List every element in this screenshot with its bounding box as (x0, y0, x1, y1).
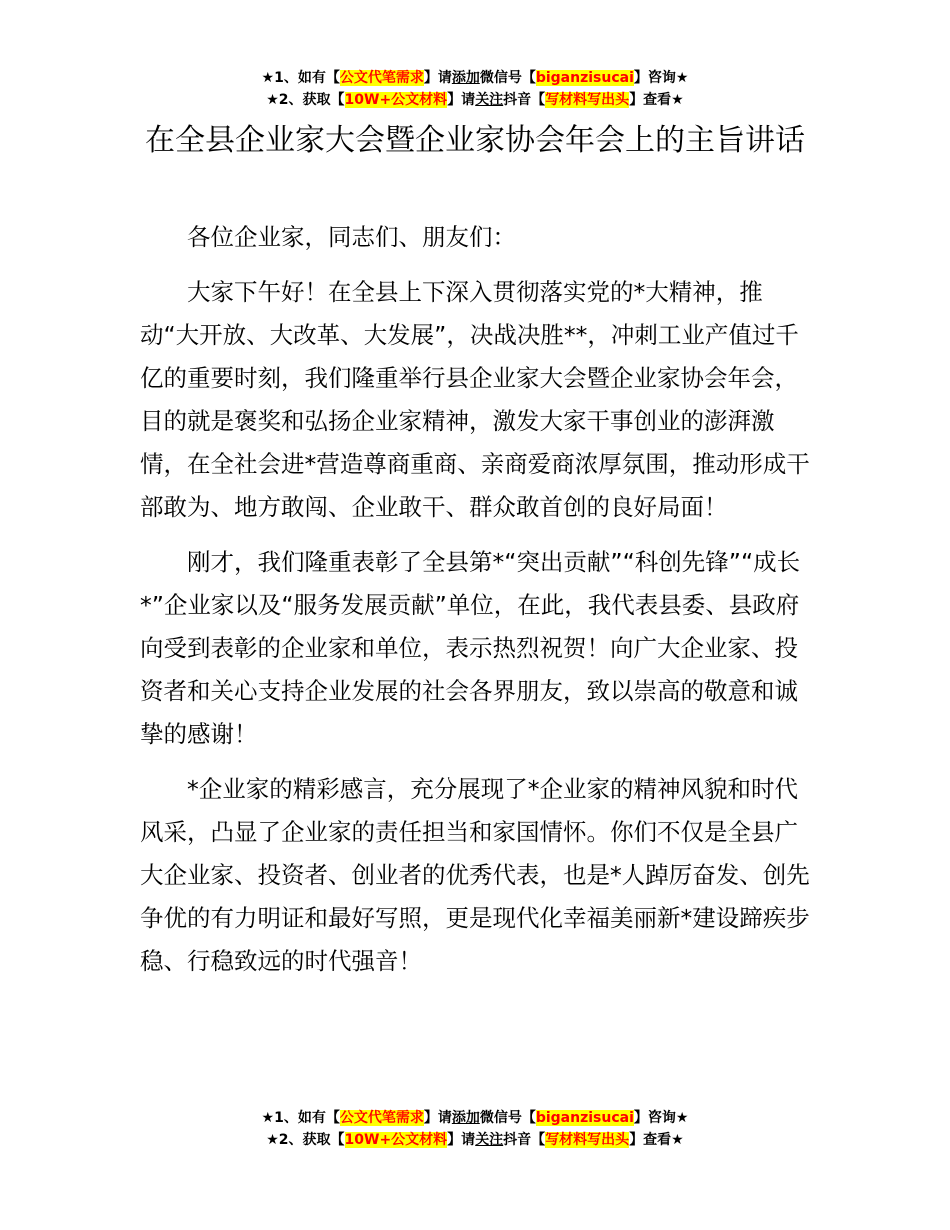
promo-highlight: 10W+公文材料 (344, 92, 448, 108)
promo-line-1 (0, 67, 950, 89)
promo-highlight: 公文代笔需求 (339, 1110, 424, 1126)
promo-line-2 (0, 1129, 950, 1151)
promo-underline: 添加 (451, 70, 480, 86)
body-paragraph: 刚才，我们隆重表彰了全县第*“突出贡献”“科创先锋”“成长*”企业家以及“服务发展贡献”单位，在此，我代表县委、县政府向受到表彰的企业家和单位，表示热烈祝贺！向广大企业家、投资者和关心支持企业发展的社会各界朋友，致以崇高的敬意和诚挚的感谢！ (140, 548, 801, 748)
promo-text: 】请 (447, 1132, 476, 1148)
promo-douyin-id: 写材料写出头 (545, 1132, 630, 1148)
promo-text: 】查看★ (629, 1132, 684, 1148)
promo-highlight: 10W+公文材料 (344, 1132, 448, 1148)
promo-text: 】咨询★ (633, 1110, 689, 1126)
promo-text: 微信号【 (479, 70, 536, 86)
promo-text: 】查看★ (629, 92, 684, 108)
promo-underline: 添加 (451, 1110, 480, 1126)
promo-underline: 关注 (475, 92, 504, 108)
promo-notice-bottom (0, 1107, 950, 1151)
promo-text: 微信号【 (479, 1110, 536, 1126)
promo-text: 】请 (423, 1110, 452, 1126)
promo-underline: 关注 (475, 1132, 504, 1148)
promo-text: 】咨询★ (633, 70, 689, 86)
promo-douyin-id: 写材料写出头 (545, 92, 630, 108)
promo-wechat-id: biganzisucai (535, 1110, 634, 1126)
promo-notice-top (0, 67, 950, 111)
salutation: 各位企业家，同志们、朋友们： (187, 223, 516, 251)
document-title: 在全县企业家大会暨企业家协会年会上的主旨讲话 (145, 123, 805, 158)
promo-text: ★1、如有【 (261, 70, 340, 86)
promo-text: 抖音【 (503, 92, 546, 108)
body-paragraph: *企业家的精彩感言，充分展现了*企业家的精神风貌和时代风采，凸显了企业家的责任担当和家国情怀。你们不仅是全县广大企业家、投资者、创业者的优秀代表，也是*人踔厉奋发、创先争优的有力明证和最好写照，更是现代化幸福美丽新*建设蹄疾步稳、行稳致远的时代强音！ (140, 775, 810, 975)
promo-highlight: 公文代笔需求 (339, 70, 424, 86)
promo-text: ★2、获取【 (266, 92, 345, 108)
promo-text: 抖音【 (503, 1132, 546, 1148)
promo-text: 】请 (423, 70, 452, 86)
promo-wechat-id: biganzisucai (535, 70, 634, 86)
body-paragraph: 大家下午好！在全县上下深入贯彻落实党的*大精神，推动“大开放、大改革、大发展”，决战决胜**，冲刺工业产值过千亿的重要时刻，我们隆重举行县企业家大会暨企业家协会年会，目的就是褒奖和弘扬企业家精神，激发大家干事创业的澎湃激情，在全社会进*营造尊商重商、亲商爱商浓厚氛围，推动形成干部敢为、地方敢闯、企业敢干、群众敢首创的良好局面！ (140, 278, 810, 521)
promo-text: ★2、获取【 (266, 1132, 345, 1148)
document-body (140, 216, 815, 995)
promo-line-1 (0, 1107, 950, 1129)
promo-line-2 (0, 89, 950, 111)
promo-text: ★1、如有【 (261, 1110, 340, 1126)
promo-text: 】请 (447, 92, 476, 108)
